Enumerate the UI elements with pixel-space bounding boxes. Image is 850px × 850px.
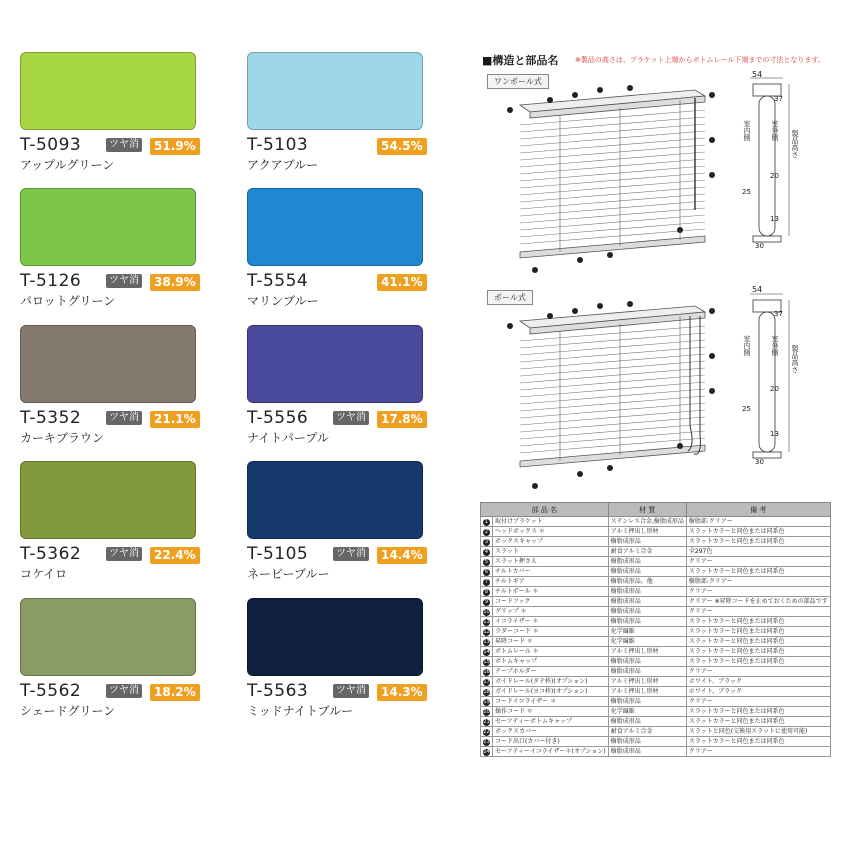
cell-mat: 樹脂成形品 [608, 617, 686, 627]
reflectance-badge: 21.1% [150, 411, 200, 428]
row-number [481, 517, 493, 527]
cell-mat: 樹脂成形品 [608, 537, 686, 547]
cell-note: スラットカラーと同色または同系色 [686, 537, 830, 547]
cell-note: ホワイト、ブラック [686, 677, 830, 687]
table-row [481, 537, 831, 547]
row-number-circle: 15 [483, 659, 490, 665]
color-swatch [247, 52, 423, 130]
row-number-circle: 11 [483, 619, 490, 625]
swatch-name: アクアブルー [247, 158, 319, 172]
table-row [481, 657, 831, 667]
cell-note: ホワイト、ブラック [686, 687, 830, 697]
dimension-diagram-one-pole [735, 70, 805, 260]
cell-mat: 樹脂成形品 [608, 587, 686, 597]
table-row [481, 527, 831, 537]
table-row [481, 547, 831, 557]
row-number [481, 547, 493, 557]
row-number [481, 557, 493, 567]
cell-name: コード出口(カバー付き) [493, 737, 609, 747]
table-row [481, 677, 831, 687]
cell-note: スラットカラーと同色または同系色 [686, 657, 830, 667]
swatch-code: T-5105 [247, 544, 309, 564]
cell-mat: 樹脂成形品 [608, 667, 686, 677]
dim-37: 37 [774, 95, 783, 103]
cell-name: 昇降コード ＊ [493, 637, 609, 647]
table-row [481, 567, 831, 577]
reflectance-badge: 41.1% [377, 274, 427, 291]
cell-mat: ステンレス合金,樹脂成形品 [608, 517, 686, 527]
cell-mat: 化学繊維 [608, 627, 686, 637]
cell-mat: 樹脂成形品 [608, 607, 686, 617]
table-row [481, 597, 831, 607]
dim2-54: 54 [752, 285, 763, 294]
dim2-37: 37 [774, 310, 783, 318]
cell-note: クリアー ※昇降コードを止めておくための部品です [686, 597, 830, 607]
header-material: 材 質 [608, 503, 686, 517]
cell-mat: 樹脂成形品 [608, 717, 686, 727]
cell-name: ボトムレール ＊ [493, 647, 609, 657]
cell-mat: 耐食アルミ合金 [608, 727, 686, 737]
cell-name: ガイドレール(ヨコ枠)(オプション) [493, 687, 609, 697]
row-number-circle: 3 [484, 539, 489, 545]
cell-note: 全297色 [686, 547, 830, 557]
table-row [481, 717, 831, 727]
row-number-circle: 18 [483, 689, 490, 695]
cell-name: チルトポール ＊ [493, 587, 609, 597]
dim2-inner: 室内側 [743, 335, 751, 356]
swatch-code: T-5554 [247, 271, 309, 291]
color-swatch [247, 188, 423, 266]
table-row [481, 737, 831, 747]
row-number [481, 697, 493, 707]
row-number-circle: 12 [483, 629, 490, 635]
swatch-code: T-5556 [247, 408, 309, 428]
cell-name: ボックスキャップ [493, 537, 609, 547]
swatch-name: ミッドナイトブルー [247, 704, 354, 718]
table-row [481, 747, 831, 757]
cell-name: チルトギア [493, 577, 609, 587]
dim2-height: 製品高さ [791, 345, 799, 373]
row-number [481, 537, 493, 547]
row-number [481, 527, 493, 537]
dim2-20: 20 [770, 385, 779, 393]
cell-mat: 化学繊維 [608, 707, 686, 717]
row-number [481, 747, 493, 757]
table-row [481, 697, 831, 707]
cell-mat: アルミ押出し形材 [608, 527, 686, 537]
swatch-code: T-5352 [20, 408, 82, 428]
row-number-circle: 9 [484, 599, 489, 605]
cell-note: クリアー [686, 697, 830, 707]
row-number-circle: 5 [484, 559, 489, 565]
color-swatch [247, 461, 423, 539]
swatch-name: カーキブラウン [20, 431, 105, 445]
row-number-circle: 21 [483, 719, 490, 725]
cell-name: 操作コード ＊ [493, 707, 609, 717]
dim-height: 製品高さ [791, 130, 799, 158]
swatch-name: アップルグリーン [20, 158, 115, 172]
cell-mat: アルミ押出し形材 [608, 677, 686, 687]
table-row [481, 577, 831, 587]
dim-outer: 室外側 [771, 120, 779, 141]
cell-name: コードフック [493, 597, 609, 607]
reflectance-badge: 38.9% [150, 274, 200, 291]
section-label-one-pole: ワンポール式 [487, 74, 549, 89]
reflectance-badge: 54.5% [377, 138, 427, 155]
cell-mat: 樹脂成形品 [608, 597, 686, 607]
swatch-name: パロットグリーン [20, 294, 116, 308]
row-number [481, 587, 493, 597]
cell-note: スラットカラーと同色または同系色 [686, 637, 830, 647]
dim2-25: 25 [742, 405, 751, 413]
reflectance-badge: 14.3% [377, 684, 427, 701]
reflectance-badge: 14.4% [377, 547, 427, 564]
row-number [481, 687, 493, 697]
cell-name: コードイコライザー ＊ [493, 697, 609, 707]
swatch-name: マリンブルー [247, 294, 319, 308]
color-swatch [247, 598, 423, 676]
dimension-diagram-pole [735, 286, 805, 476]
dim-30: 30 [755, 242, 764, 250]
reflectance-badge: 18.2% [150, 684, 200, 701]
row-number [481, 647, 493, 657]
row-number [481, 657, 493, 667]
table-row [481, 637, 831, 647]
swatch-code: T-5093 [20, 135, 82, 155]
row-number [481, 737, 493, 747]
header-remarks: 備 考 [686, 503, 830, 517]
cell-note: クリアー [686, 557, 830, 567]
cell-note: スラットカラーと同色または同系色 [686, 527, 830, 537]
cell-name: グリップ ＊ [493, 607, 609, 617]
cell-note: 樹脂部:クリアー [686, 577, 830, 587]
row-number-circle: 1 [484, 519, 489, 525]
table-row [481, 687, 831, 697]
color-swatch [20, 188, 196, 266]
cell-note: クリアー [686, 587, 830, 597]
dim-25: 25 [742, 188, 751, 196]
cell-mat: 耐食アルミ合金 [608, 547, 686, 557]
cell-name: スラット押さえ [493, 557, 609, 567]
cell-name: ボックスカバー [493, 727, 609, 737]
cell-note: スラットカラーと同色または同系色 [686, 617, 830, 627]
section-label-pole: ポール式 [487, 290, 533, 305]
row-number-circle: 14 [483, 649, 490, 655]
color-swatch [20, 461, 196, 539]
row-number-circle: 10 [483, 609, 490, 615]
row-number-circle: 7 [484, 579, 489, 585]
row-number-circle: 24 [483, 749, 490, 755]
reflectance-badge: 22.4% [150, 547, 200, 564]
swatch-code: T-5563 [247, 681, 309, 701]
cell-mat: アルミ押出し形材 [608, 687, 686, 697]
swatch-name: ネービーブルー [247, 567, 330, 581]
row-number [481, 567, 493, 577]
cell-name: ガイドレール(タテ枠)(オプション) [493, 677, 609, 687]
cell-note: スラットカラーと同色または同系色 [686, 627, 830, 637]
row-number-circle: 22 [483, 729, 490, 735]
cell-note: スラットカラーと同色または同系色 [686, 647, 830, 657]
table-row [481, 647, 831, 657]
cell-note: クリアー [686, 667, 830, 677]
finish-badge: ツヤ消 [333, 547, 369, 561]
structure-heading: ■構造と部品名 [482, 54, 559, 67]
cell-name: イコライザー ＊ [493, 617, 609, 627]
cell-mat: 樹脂成形品 [608, 737, 686, 747]
table-row [481, 667, 831, 677]
row-number-circle: 16 [483, 669, 490, 675]
reflectance-badge: 17.8% [377, 411, 427, 428]
swatch-code: T-5362 [20, 544, 82, 564]
cell-mat: 樹脂成形品 [608, 567, 686, 577]
header-part-name: 部 品 名 [481, 503, 609, 517]
table-row [481, 707, 831, 717]
row-number [481, 707, 493, 717]
reflectance-badge: 51.9% [150, 138, 200, 155]
row-number [481, 667, 493, 677]
cell-mat: 樹脂成形品 [608, 557, 686, 567]
cell-note: スラットカラーと同色または同系色 [686, 707, 830, 717]
row-number [481, 627, 493, 637]
structure-note: ※製品の高さは、ブラケット上端からボトムレール下端までの寸法となります。 [575, 56, 825, 64]
cell-note: スラットと同色(交換用スラットに使用可能) [686, 727, 830, 737]
row-number-circle: 20 [483, 709, 490, 715]
table-row [481, 617, 831, 627]
table-row [481, 607, 831, 617]
table-row [481, 517, 831, 527]
row-number-circle: 23 [483, 739, 490, 745]
parts-table [480, 502, 831, 757]
color-swatch [20, 52, 196, 130]
cell-mat: 化学繊維 [608, 637, 686, 647]
cell-mat: 樹脂成形品 [608, 657, 686, 667]
row-number [481, 577, 493, 587]
finish-badge: ツヤ消 [106, 547, 142, 561]
table-row [481, 587, 831, 597]
row-number [481, 677, 493, 687]
swatch-code: T-5103 [247, 135, 309, 155]
cell-name: テープホルダー [493, 667, 609, 677]
dim-20: 20 [770, 172, 779, 180]
blind-diagram-pole [490, 296, 730, 496]
finish-badge: ツヤ消 [333, 684, 369, 698]
row-number [481, 727, 493, 737]
cell-note: スラットカラーと同色または同系色 [686, 717, 830, 727]
row-number-circle: 17 [483, 679, 490, 685]
color-swatch [20, 325, 196, 403]
row-number [481, 637, 493, 647]
cell-note: クリアー [686, 747, 830, 757]
dim2-30: 30 [755, 458, 764, 466]
swatch-name: ナイトパープル [247, 431, 329, 445]
cell-note: クリアー [686, 607, 830, 617]
table-row [481, 627, 831, 637]
swatch-code: T-5126 [20, 271, 82, 291]
finish-badge: ツヤ消 [106, 684, 142, 698]
swatch-name: コケイロ [20, 567, 68, 581]
cell-note: スラットカラーと同色または同系色 [686, 567, 830, 577]
cell-mat: アルミ押出し形材 [608, 647, 686, 657]
row-number-circle: 19 [483, 699, 490, 705]
dim2-13: 13 [770, 430, 779, 438]
cell-note: 樹脂部:クリアー [686, 517, 830, 527]
dim-inner: 室内側 [743, 120, 751, 141]
dim2-outer: 室外側 [771, 335, 779, 356]
row-number [481, 617, 493, 627]
row-number-circle: 4 [484, 549, 489, 555]
row-number [481, 717, 493, 727]
row-number-circle: 2 [484, 529, 489, 535]
cell-name: チルトカバー [493, 567, 609, 577]
cell-mat: 樹脂成形品、他 [608, 577, 686, 587]
swatch-code: T-5562 [20, 681, 82, 701]
finish-badge: ツヤ消 [106, 138, 142, 152]
dim-13: 13 [770, 215, 779, 223]
finish-badge: ツヤ消 [333, 411, 369, 425]
cell-name: セーフティーボトムキャップ [493, 717, 609, 727]
cell-name: ラダーコード ＊ [493, 627, 609, 637]
finish-badge: ツヤ消 [106, 411, 142, 425]
row-number-circle: 13 [483, 639, 490, 645]
table-row [481, 727, 831, 737]
cell-name: ボトムキャップ [493, 657, 609, 667]
dim-54: 54 [752, 70, 763, 79]
row-number-circle: 8 [484, 589, 489, 595]
table-row [481, 557, 831, 567]
swatch-name: シェードグリーン [20, 704, 116, 718]
cell-name: ヘッドボックス ＊ [493, 527, 609, 537]
row-number-circle: 6 [484, 569, 489, 575]
cell-name: 取付けブラケット [493, 517, 609, 527]
row-number [481, 597, 493, 607]
cell-name: スラット [493, 547, 609, 557]
cell-note: スラットカラーと同色または同系色 [686, 737, 830, 747]
row-number [481, 607, 493, 617]
cell-mat: 樹脂成形品 [608, 747, 686, 757]
blind-diagram-one-pole [490, 80, 730, 280]
finish-badge: ツヤ消 [106, 274, 142, 288]
color-swatch [20, 598, 196, 676]
color-swatch [247, 325, 423, 403]
cell-name: セーフティーイコライザー＊(オプション) [493, 747, 609, 757]
cell-mat: 樹脂成形品 [608, 697, 686, 707]
